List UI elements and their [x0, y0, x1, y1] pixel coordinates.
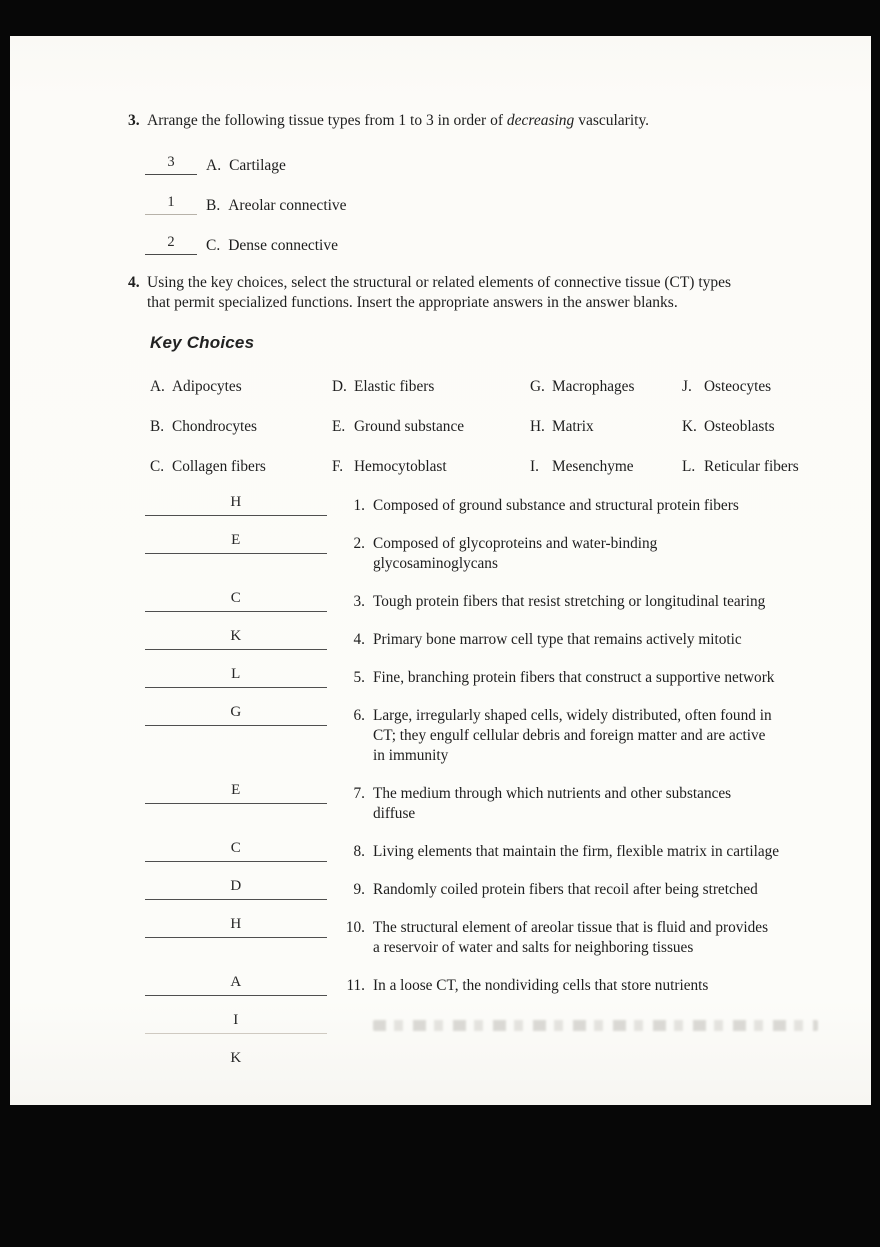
- handwritten-answer: H: [230, 494, 242, 510]
- answer-item-row-cutoff: [128, 1011, 831, 1034]
- item-number: 4.: [353, 631, 365, 648]
- answer-item-row: [128, 531, 831, 574]
- answer-blank: [145, 193, 197, 215]
- item-number: 8.: [353, 843, 365, 860]
- handwritten-answer: D: [230, 878, 242, 894]
- choice-text: Areolar connective: [228, 197, 347, 214]
- answer-item-row: [128, 781, 831, 824]
- question-number: 3.: [128, 112, 140, 129]
- item-text: Tough protein fibers that resist stretching or longitudinal tearing: [373, 593, 766, 610]
- item-text: Living elements that maintain the firm, flexible matrix in cartilage: [373, 843, 780, 860]
- item-number: 1.: [353, 497, 365, 514]
- handwritten-answer: I: [233, 1012, 239, 1028]
- key-choice: D. Elastic fibers: [332, 378, 435, 395]
- question-text: Arrange the following tissue types from 1 to 3 in order of decreasing vascularity.: [147, 112, 650, 129]
- key-choice: K. Osteoblasts: [682, 418, 775, 435]
- answer-blank: [145, 153, 197, 175]
- handwritten-answer: C: [230, 590, 242, 606]
- item-text: Large, irregularly shaped cells, widely distributed, often found in CT; they engulf cellular debris and foreign matter and are active in immunity: [373, 707, 772, 764]
- item-number: 6.: [353, 707, 365, 724]
- handwritten-answer: A: [230, 974, 242, 990]
- answer-item-row: [128, 973, 831, 996]
- answer-item-row: [128, 589, 831, 612]
- answer-blank: [145, 589, 327, 612]
- answer-item-row: [128, 703, 831, 766]
- choice-text: Cartilage: [229, 157, 286, 174]
- handwritten-answer: G: [230, 704, 242, 720]
- key-choice: J. Osteocytes: [682, 378, 772, 395]
- item-number: 2.: [353, 535, 365, 552]
- item-number: 10.: [345, 919, 365, 936]
- key-choice: A. Adipocytes: [150, 378, 242, 395]
- answer-blank: [145, 531, 327, 554]
- question-3-heading: [128, 111, 831, 131]
- item-number: 5.: [353, 669, 365, 686]
- answer-blank: [145, 233, 197, 255]
- item-text: The medium through which nutrients and other substances diffuse: [373, 785, 732, 822]
- answer-item-row-cutoff: [128, 1049, 831, 1072]
- answer-blank: [145, 493, 327, 516]
- item-text: The structural element of areolar tissue that is fluid and provides a reservoir of water and salts for neighboring tissues: [373, 919, 769, 956]
- handwritten-answer: 2: [167, 234, 175, 250]
- answer-items: [128, 493, 831, 1072]
- answer-item-row: [128, 627, 831, 650]
- question-number: 4.: [128, 274, 140, 291]
- answer-blank: [145, 1049, 327, 1072]
- answer-blank: [145, 627, 327, 650]
- key-choice: B. Chondrocytes: [150, 418, 257, 435]
- choice-label: A.: [206, 157, 222, 174]
- answer-item-row: [128, 665, 831, 688]
- q3-item-c: [145, 233, 831, 255]
- answer-blank: [145, 973, 327, 996]
- handwritten-answer: H: [230, 916, 242, 932]
- answer-item-row: [128, 877, 831, 900]
- answer-item-row: [128, 839, 831, 862]
- item-text: Primary bone marrow cell type that remains actively mitotic: [373, 631, 742, 648]
- answer-blank: [145, 703, 327, 726]
- handwritten-answer: 3: [167, 154, 175, 170]
- item-number: 9.: [353, 881, 365, 898]
- scanned-page: [10, 36, 871, 1105]
- key-choice: C. Collagen fibers: [150, 458, 266, 475]
- answer-blank: [145, 781, 327, 804]
- answer-blank: [145, 665, 327, 688]
- handwritten-answer: K: [230, 1050, 242, 1066]
- item-text: Fine, branching protein fibers that construct a supportive network: [373, 669, 775, 686]
- question-4-heading: [128, 273, 831, 313]
- answer-blank: [145, 915, 327, 938]
- item-number: 3.: [353, 593, 365, 610]
- choice-label: C.: [206, 237, 221, 254]
- question-3-items: [128, 153, 831, 255]
- item-text: Composed of glycoproteins and water-binding glycosaminoglycans: [373, 535, 658, 572]
- answer-blank: [145, 877, 327, 900]
- key-choice: I. Mesenchyme: [530, 458, 634, 475]
- item-text: Composed of ground substance and structural protein fibers: [373, 497, 739, 514]
- handwritten-answer: E: [231, 532, 241, 548]
- answer-item-row: [128, 915, 831, 958]
- handwritten-answer: C: [230, 840, 242, 856]
- item-number: 7.: [353, 785, 365, 802]
- answer-item-row: [128, 493, 831, 516]
- handwritten-answer: 1: [167, 194, 175, 210]
- handwritten-answer: K: [230, 628, 242, 644]
- item-text: Randomly coiled protein fibers that recoil after being stretched: [373, 881, 758, 898]
- key-choice: H. Matrix: [530, 418, 594, 435]
- q3-item-a: [145, 153, 831, 175]
- key-choice: G. Macrophages: [530, 378, 635, 395]
- item-number: 11.: [346, 977, 365, 994]
- handwritten-answer: E: [231, 782, 241, 798]
- key-choices-title: Key Choices: [150, 333, 255, 352]
- key-choice: L. Reticular fibers: [682, 458, 799, 475]
- choice-label: B.: [206, 197, 221, 214]
- key-choice: E. Ground substance: [332, 418, 465, 435]
- key-choices-grid: [150, 377, 831, 477]
- faded-cutoff-text: [373, 1020, 818, 1031]
- item-text: In a loose CT, the nondividing cells that store nutrients: [373, 977, 709, 994]
- handwritten-answer: L: [231, 666, 241, 682]
- answer-blank: [145, 1011, 327, 1034]
- key-choice: F. Hemocytoblast: [332, 458, 447, 475]
- answer-blank: [145, 839, 327, 862]
- question-text: Using the key choices, select the structural or related elements of connective tissue (CT) types that permit specialized functions. Insert the appropriate answers in the answer blanks.: [147, 274, 732, 311]
- q3-item-b: [145, 193, 831, 215]
- choice-text: Dense connective: [228, 237, 338, 254]
